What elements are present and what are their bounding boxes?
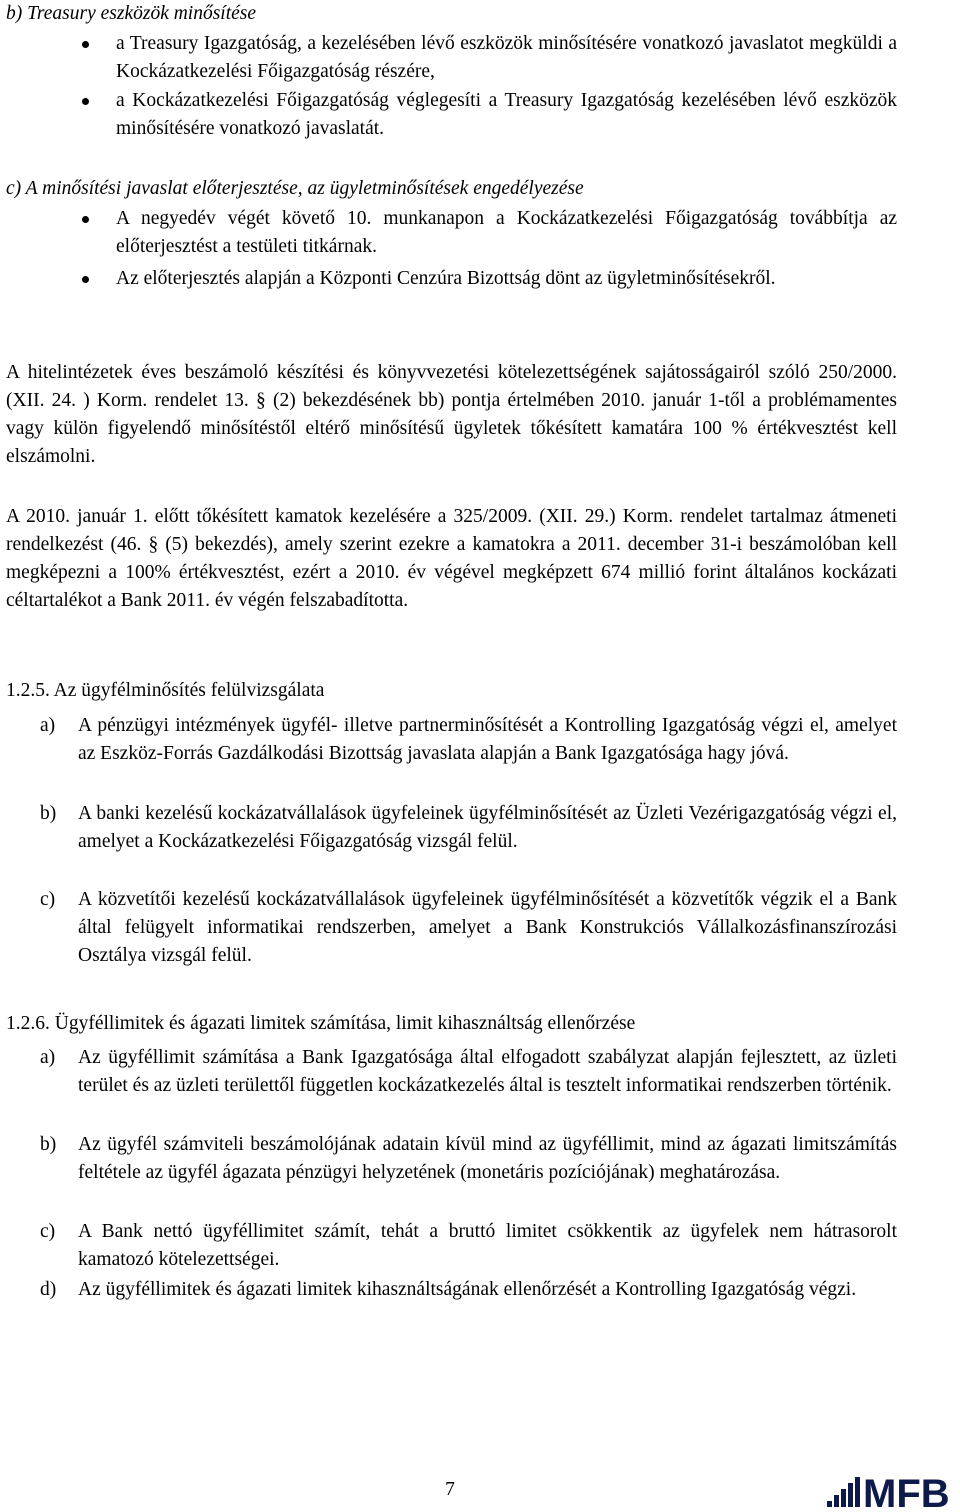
section-126-title: 1.2.6. Ügyféllimitek és ágazati limitek számítása, limit kihasználtság ellenőrzése bbox=[6, 1013, 636, 1034]
item-text: Az ügyféllimit számítása a Bank Igazgatósága által elfogadott szabályzat alapján fejlesztett, az üzleti terület és az üzleti területtől független kockázatkezelés által is tesztelt informatikai rendszerben történik. bbox=[78, 1047, 897, 1096]
item-text: Az ügyféllimitek és ágazati limitek kihasználtságának ellenőrzését a Kontrolling Igazgatóság végzi. bbox=[78, 1279, 857, 1300]
bullet-text: A negyedév végét követő 10. munkanapon a Kockázatkezelési Főigazgatóság továbbítja az előterjesztést a testületi titkárnak. bbox=[116, 208, 897, 257]
section-126-item-d bbox=[40, 1276, 897, 1304]
paragraph-2: A 2010. január 1. előtt tőkésített kamatok kezelésére a 325/2009. (XII. 29.) Korm. rendelet tartalmaz átmeneti rendelkezést (46. § (5) bekezdés), amely szerint ezekre a kamatokra a 2011. december 31-i beszámolóban kell megképezni a 100% értékvesztést, ezért a 2010. év végével megképzett 674 millió forint általános kockázati céltartalékot a Bank 2011. év végén felszabadította. bbox=[6, 506, 897, 611]
item-text: A közvetítői kezelésű kockázatvállalások ügyfeleinek ügyfélminősítését a közvetítők végzik el a Bank által felügyelt informatikai rendszerben, amelyet a Bank Konstrukciós Vállalkozásfinanszírozási Osztálya vizsgál felül. bbox=[78, 889, 897, 966]
section-c-bullet-1 bbox=[84, 205, 897, 261]
item-label: b) bbox=[40, 1134, 57, 1155]
section-125-item-c bbox=[40, 886, 897, 970]
section-125-item-b bbox=[40, 800, 897, 856]
section-c-bullet-2 bbox=[84, 265, 897, 293]
bullet-icon bbox=[82, 276, 89, 283]
item-label: b) bbox=[40, 803, 57, 824]
item-label: d) bbox=[40, 1279, 57, 1300]
item-label: c) bbox=[40, 1221, 56, 1242]
item-text: Az ügyfél számviteli beszámolójának adatain kívül mind az ügyféllimit, mind az ágazati limitszámítás feltétele az ügyfél ágazata pénzügyi helyzetének (monetáris pozíciójának) meghatározása. bbox=[78, 1134, 897, 1183]
page-number: 7 bbox=[445, 1479, 455, 1500]
bullet-text: Az előterjesztés alapján a Központi Cenzúra Bizottság dönt az ügyletminősítésekről. bbox=[116, 268, 776, 289]
section-b-title: b) Treasury eszközök minősítése bbox=[6, 3, 257, 24]
item-text: A banki kezelésű kockázatvállalások ügyfeleinek ügyfélminősítését az Üzleti Vezérigazgatóság végzi el, amelyet a Kockázatkezelési Főigazgatóság vizsgál felül. bbox=[78, 803, 897, 852]
section-126-item-a bbox=[40, 1044, 897, 1100]
section-b-bullet-1 bbox=[84, 30, 897, 86]
section-c-title: c) A minősítési javaslat előterjesztése, az ügyletminősítések engedélyezése bbox=[6, 178, 584, 199]
section-125-item-a bbox=[40, 712, 897, 768]
logo-text: MFB bbox=[863, 1472, 950, 1509]
bullet-icon bbox=[82, 41, 89, 48]
item-text: A Bank nettó ügyféllimitet számít, tehát a bruttó limitet csökkentik az ügyfelek nem hátrasorolt kamatozó kötelezettségei. bbox=[78, 1221, 897, 1270]
section-126-item-c bbox=[40, 1218, 897, 1274]
bullet-icon bbox=[82, 98, 89, 105]
bullet-text: a Treasury Igazgatóság, a kezelésében lévő eszközök minősítésére vonatkozó javaslatot megküldi a Kockázatkezelési Főigazgatóság részére, bbox=[116, 33, 897, 82]
item-label: a) bbox=[40, 715, 56, 736]
item-label: a) bbox=[40, 1047, 56, 1068]
section-b-bullet-2 bbox=[84, 87, 897, 143]
paragraph-1: A hitelintézetek éves beszámoló készítési és könyvvezetési kötelezettségének sajátosságairól szóló 250/2000. (XII. 24. ) Korm. rendelet 13. § (2) bekezdésének bb) pontja értelmében 2010. január 1-től a problémamentes vagy külön figyelendő minősítéstől eltérő minősítésű ügyletek tőkésített kamatára 100 % értékvesztést kell elszámolni. bbox=[6, 362, 897, 467]
bullet-icon bbox=[82, 216, 89, 223]
bullet-text: a Kockázatkezelési Főigazgatóság véglegesíti a Treasury Igazgatóság kezelésében lévő eszközök minősítésére vonatkozó javaslatát. bbox=[116, 90, 897, 139]
section-126-item-b bbox=[40, 1131, 897, 1187]
mfb-logo bbox=[825, 1465, 955, 1509]
item-label: c) bbox=[40, 889, 56, 910]
section-125-title: 1.2.5. Az ügyfélminősítés felülvizsgálata bbox=[6, 680, 325, 701]
item-text: A pénzügyi intézmények ügyfél- illetve partnerminősítését a Kontrolling Igazgatóság végzi el, amelyet az Eszköz-Forrás Gazdálkodási Bizottság javaslata alapján a Bank Igazgatósága hagy jóvá. bbox=[78, 715, 897, 764]
